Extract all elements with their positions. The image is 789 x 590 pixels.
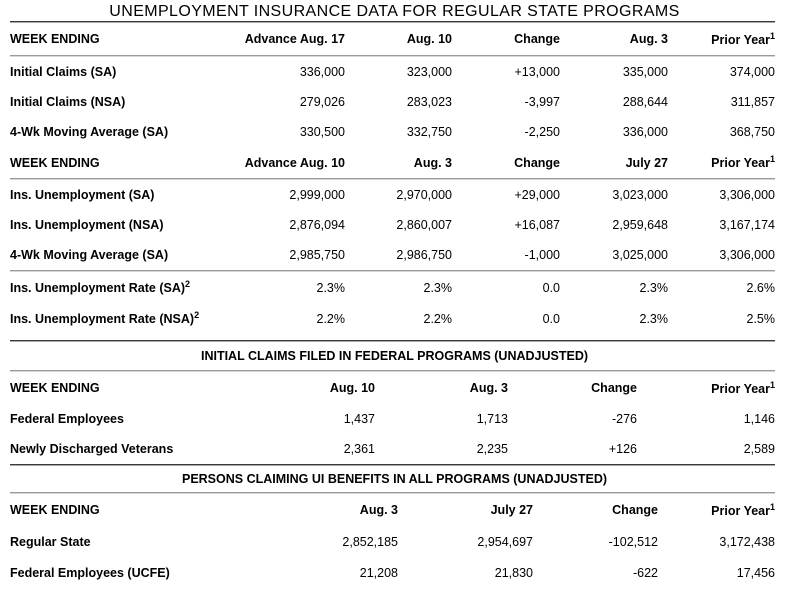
value-cell: 2,860,007 — [396, 218, 452, 232]
value-cell: 2.3% — [423, 280, 452, 295]
report-title: UNEMPLOYMENT INSURANCE DATA FOR REGULAR STATE PROGRAMS — [109, 3, 680, 20]
value-cell: 3,172,438 — [719, 534, 775, 549]
row-label: Ins. Unemployment Rate (NSA)$^2$ — [10, 310, 200, 327]
section-title-federal-programs: INITIAL CLAIMS FILED IN FEDERAL PROGRAMS (UNADJUSTED) — [200, 349, 589, 363]
value-cell: -2,250 — [524, 125, 560, 139]
col-header-aug-10: Aug. 10 — [406, 32, 452, 46]
value-cell: 2.5% — [746, 311, 775, 326]
value-cell: 330,500 — [299, 125, 345, 139]
table-header-row — [10, 147, 775, 178]
row-label: Ins. Unemployment Rate (SA)$^2$ — [10, 279, 191, 296]
col-header-prior-year: Prior Year$^1$ — [711, 154, 775, 171]
value-cell: 2,876,094 — [289, 218, 345, 232]
value-cell: 283,023 — [406, 95, 452, 109]
value-cell: 2,959,648 — [612, 218, 668, 232]
footnote-marker: 1 — [769, 501, 775, 512]
value-cell: +16,087 — [514, 218, 560, 232]
footnote-marker: 1 — [769, 379, 775, 390]
footnote-marker: 1 — [769, 154, 775, 165]
col-header-week-ending: WEEK ENDING — [10, 155, 100, 170]
col-header-july-27: July 27 — [625, 155, 668, 170]
value-cell: 2.2% — [316, 311, 345, 326]
value-cell: 2,235 — [476, 442, 508, 456]
row-label: Regular State — [10, 534, 91, 549]
value-cell: 2.3% — [316, 280, 345, 295]
col-header-change: Change — [514, 32, 560, 46]
value-cell: 368,750 — [729, 125, 775, 139]
table-row — [10, 210, 775, 240]
value-cell: 3,306,000 — [719, 188, 775, 202]
value-cell: 1,713 — [476, 412, 508, 426]
col-header-aug-3: Aug. 3 — [359, 503, 398, 517]
col-header-change: Change — [591, 381, 637, 395]
value-cell: 3,025,000 — [612, 248, 668, 262]
row-label: Initial Claims (NSA) — [10, 95, 126, 109]
table-header-row — [10, 372, 775, 404]
section-title-all-programs: PERSONS CLAIMING UI BENEFITS IN ALL PROGRAMS (UNADJUSTED) — [181, 472, 608, 486]
federal-programs-header-table — [10, 372, 775, 404]
value-cell: 2.2% — [423, 311, 452, 326]
col-header-july-27: July 27 — [490, 503, 533, 517]
value-cell: 336,000 — [299, 65, 345, 79]
value-cell: 2,589 — [743, 442, 775, 456]
col-header-prior-year: Prior Year$^1$ — [711, 379, 775, 397]
value-cell: 2,985,750 — [289, 248, 345, 262]
value-cell: 279,026 — [299, 95, 345, 109]
value-cell: 323,000 — [406, 65, 452, 79]
value-cell: +29,000 — [514, 188, 560, 202]
value-cell: 311,857 — [730, 95, 775, 109]
value-cell: 0.0 — [542, 280, 560, 295]
footnote-marker: 2 — [194, 310, 200, 321]
value-cell: 2,361 — [343, 442, 375, 456]
col-header-change: Change — [612, 503, 658, 517]
value-cell: 1,437 — [343, 412, 375, 426]
value-cell: 21,830 — [494, 565, 533, 580]
col-header-change: Change — [514, 155, 560, 170]
row-label: Ins. Unemployment (SA) — [10, 188, 155, 202]
value-cell: 2,852,185 — [342, 534, 398, 549]
value-cell: +13,000 — [514, 65, 560, 79]
table-row — [10, 303, 775, 334]
col-header-prior-year: Prior Year$^1$ — [711, 30, 775, 48]
value-cell: 332,750 — [406, 125, 452, 139]
value-cell: 2,986,750 — [396, 248, 452, 262]
footnote-marker: 2 — [185, 279, 191, 290]
value-cell: 2,954,697 — [477, 534, 533, 549]
value-cell: 21,208 — [359, 565, 398, 580]
footnote-marker: 1 — [769, 30, 775, 41]
value-cell: 2.3% — [639, 280, 668, 295]
all-programs-header-table — [10, 494, 775, 526]
value-cell: 3,023,000 — [612, 188, 668, 202]
table-row — [10, 87, 775, 117]
col-header-week-ending: WEEK ENDING — [10, 503, 100, 517]
value-cell: 2,999,000 — [289, 188, 345, 202]
table-row — [10, 557, 775, 588]
table-row — [10, 180, 775, 210]
insured-rates-table — [10, 272, 775, 334]
value-cell: 2.3% — [639, 311, 668, 326]
value-cell: 17,456 — [736, 565, 775, 580]
value-cell: 2.6% — [746, 280, 775, 295]
row-label: Ins. Unemployment (NSA) — [10, 218, 164, 232]
col-header-advance-aug-17: Advance Aug. 17 — [244, 32, 345, 46]
table-row — [10, 404, 775, 434]
federal-programs-body-table — [10, 404, 775, 464]
value-cell: 1,146 — [743, 412, 775, 426]
row-label: 4-Wk Moving Average (SA) — [10, 248, 169, 262]
value-cell: 3,306,000 — [719, 248, 775, 262]
row-label: Federal Employees — [10, 412, 124, 426]
table-row — [10, 240, 775, 270]
all-programs-body-table — [10, 526, 775, 588]
value-cell: 3,167,174 — [719, 218, 775, 232]
value-cell: -1,000 — [524, 248, 560, 262]
value-cell: 0.0 — [542, 311, 560, 326]
table-row — [10, 272, 775, 303]
row-label: Initial Claims (SA) — [10, 65, 117, 79]
table-row — [10, 526, 775, 557]
col-header-aug-3: Aug. 3 — [469, 381, 508, 395]
col-header-aug-3: Aug. 3 — [413, 155, 452, 170]
value-cell: -3,997 — [524, 95, 560, 109]
value-cell: -622 — [632, 565, 658, 580]
value-cell: 336,000 — [622, 125, 668, 139]
state-claims-header-table — [10, 23, 775, 55]
value-cell: 335,000 — [622, 65, 668, 79]
table-header-row — [10, 494, 775, 526]
insured-unemployment-body-table — [10, 180, 775, 270]
value-cell: 2,970,000 — [396, 188, 452, 202]
table-row — [10, 434, 775, 464]
value-cell: -276 — [611, 412, 637, 426]
value-cell: 288,644 — [622, 95, 668, 109]
row-label: Newly Discharged Veterans — [10, 442, 174, 456]
table-header-row — [10, 23, 775, 55]
value-cell: +126 — [608, 442, 637, 456]
row-label: 4-Wk Moving Average (SA) — [10, 125, 169, 139]
insured-unemployment-header-table — [10, 147, 775, 178]
col-header-week-ending: WEEK ENDING — [10, 32, 100, 46]
col-header-week-ending: WEEK ENDING — [10, 381, 100, 395]
col-header-advance-aug-10: Advance Aug. 10 — [244, 155, 345, 170]
state-claims-body-table — [10, 57, 775, 147]
value-cell: 374,000 — [729, 65, 775, 79]
value-cell: -102,512 — [608, 534, 658, 549]
table-row — [10, 57, 775, 87]
col-header-aug-3: Aug. 3 — [629, 32, 668, 46]
col-header-aug-10: Aug. 10 — [329, 381, 375, 395]
col-header-prior-year: Prior Year$^1$ — [711, 501, 775, 519]
table-row — [10, 117, 775, 147]
row-label: Federal Employees (UCFE) — [10, 565, 170, 580]
